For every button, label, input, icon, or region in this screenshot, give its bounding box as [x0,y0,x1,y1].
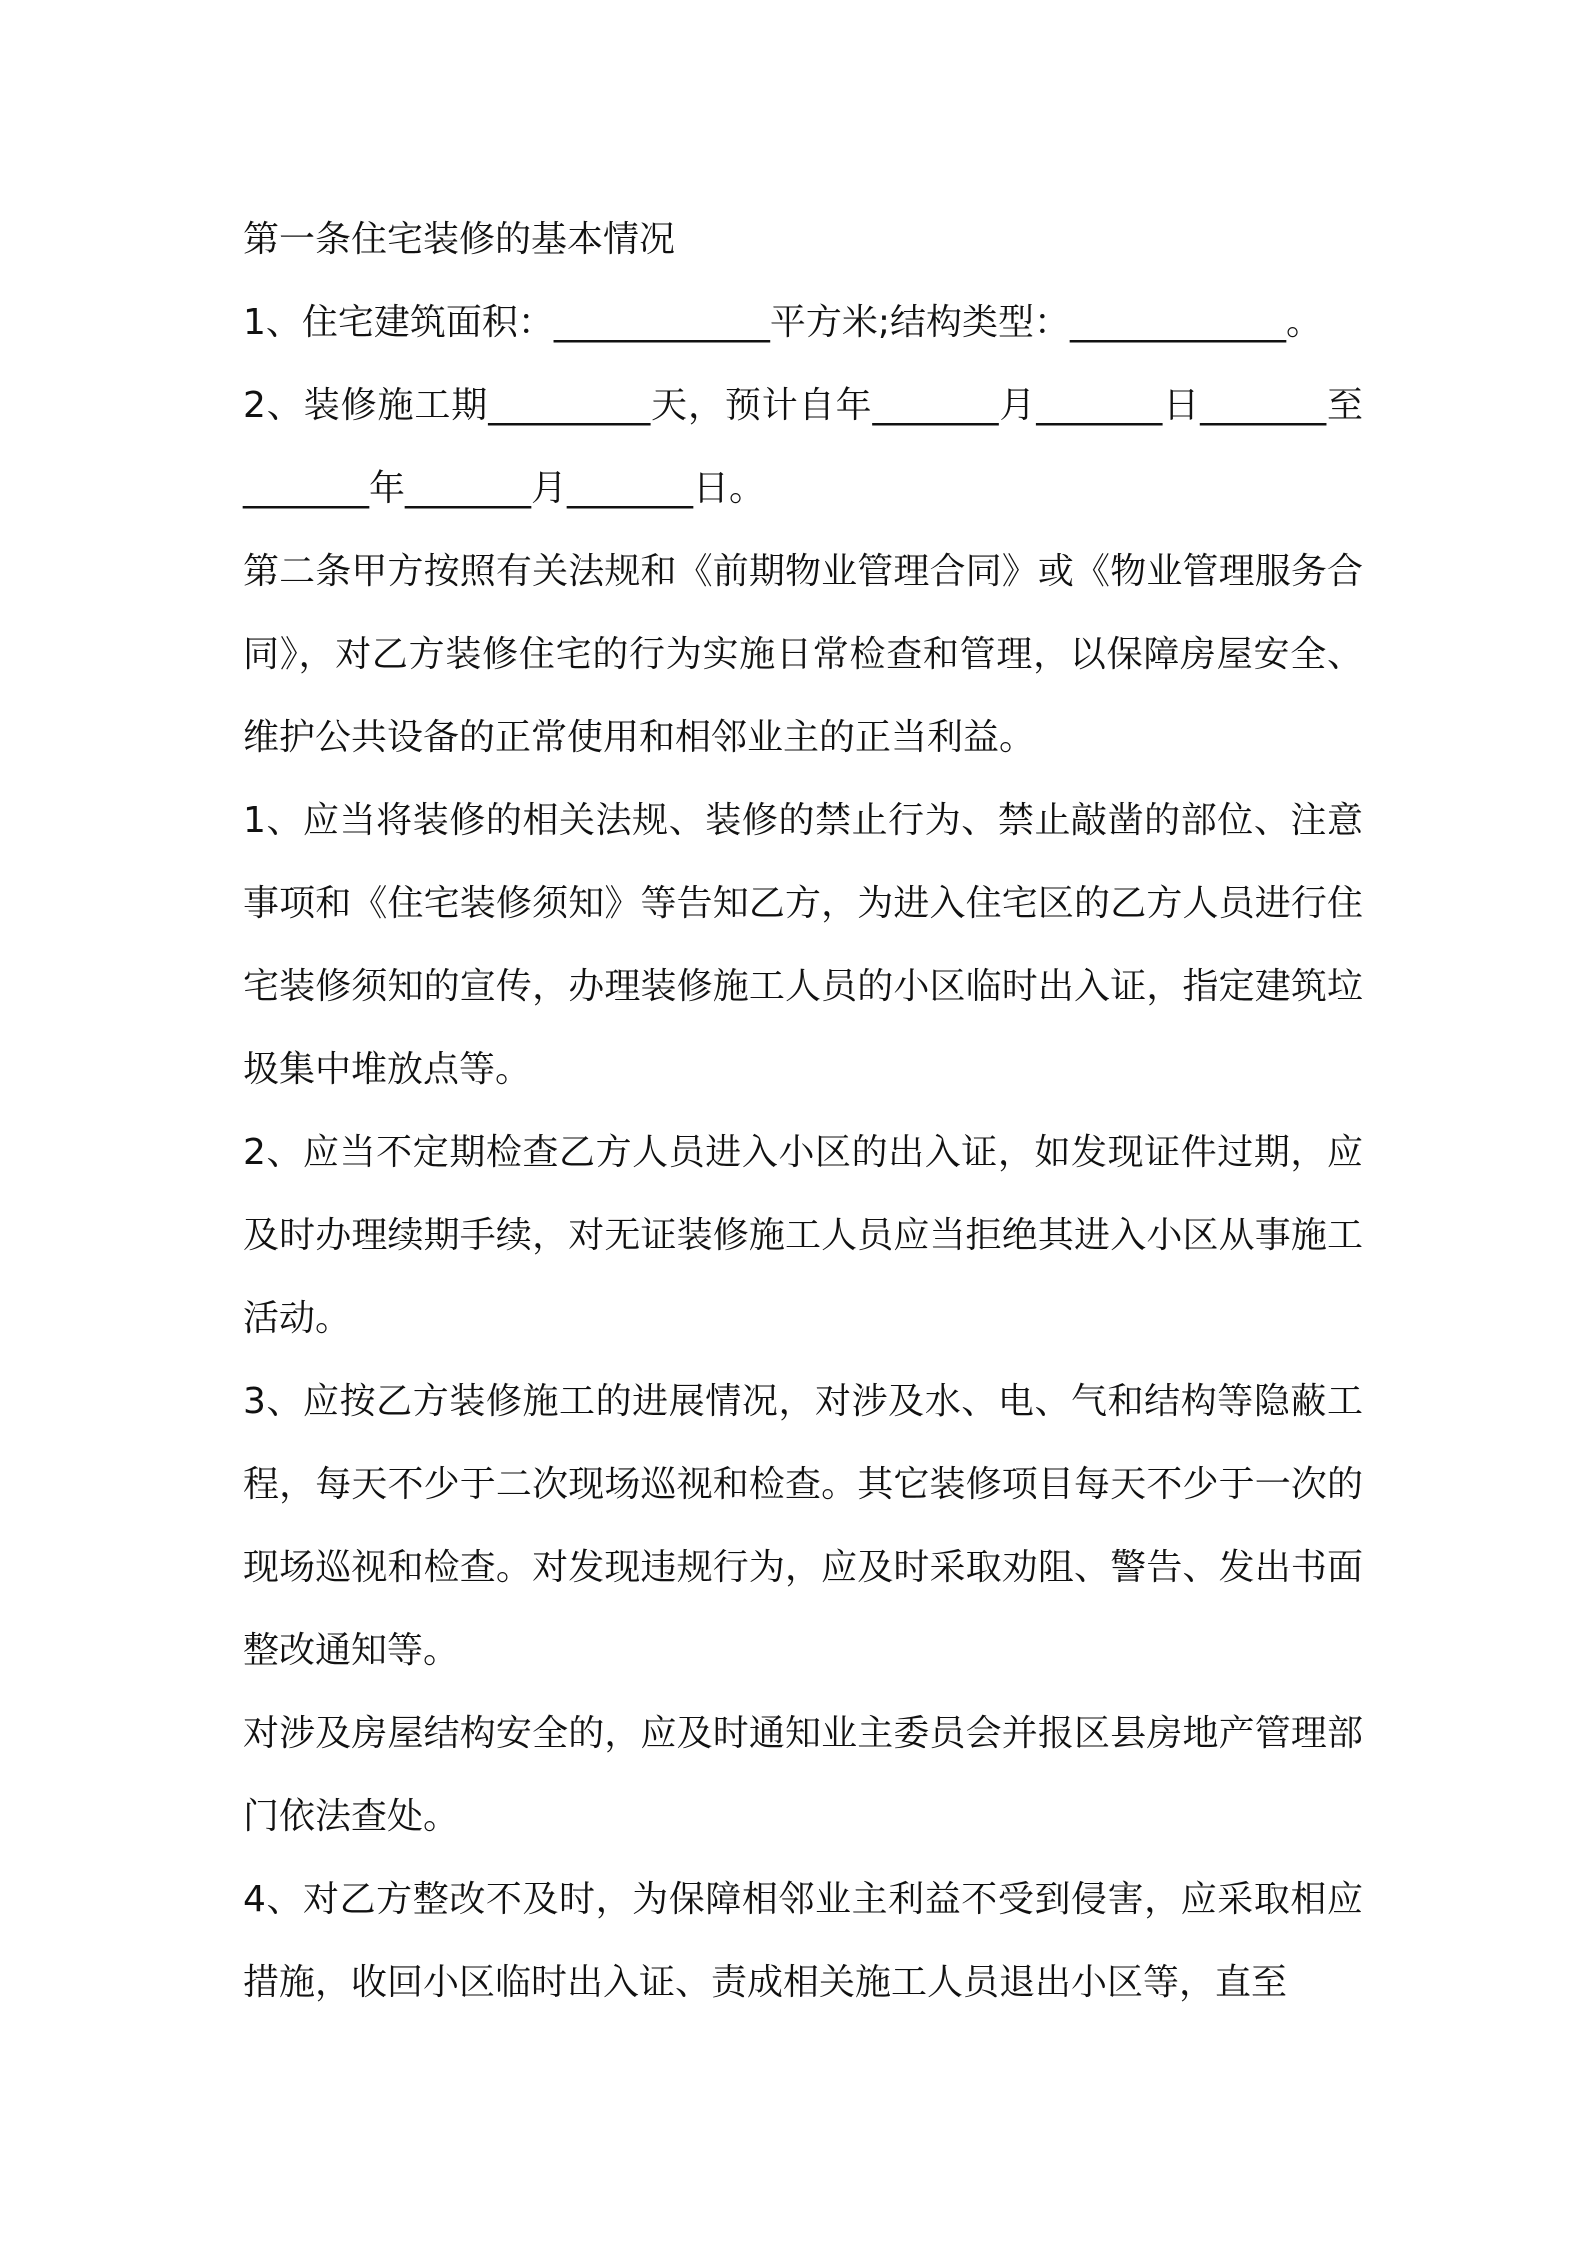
article-two-item-3-note: 对涉及房屋结构安全的，应及时通知业主委员会并报区县房地产管理部门依法查处。 [243,1713,1363,1837]
article-two-item-2: 2、应当不定期检查乙方人员进入小区的出入证，如发现证件过期，应及时办理续期手续，对无证装修施工人员应当拒绝其进入小区从事施工活动。 [243,1132,1363,1339]
article-one-item-1: 1、住宅建筑面积：____________平方米;结构类型：____________。 [243,302,1323,343]
article-two-intro: 第二条甲方按照有关法规和《前期物业管理合同》或《物业管理服务合同》，对乙方装修住宅的行为实施日常检查和管理，以保障房屋安全、维护公共设备的正常使用和相邻业主的正当利益。 [243,551,1363,758]
document-body [243,198,1363,2024]
article-one-heading: 第一条住宅装修的基本情况 [243,219,676,260]
article-two-item-1: 1、应当将装修的相关法规、装修的禁止行为、禁止敲凿的部位、注意事项和《住宅装修须知》等告知乙方，为进入住宅区的乙方人员进行住宅装修须知的宣传，办理装修施工人员的小区临时出入证，指定建筑垃圾集中堆放点等。 [243,800,1363,1090]
article-one-item-2: 2、装修施工期_________天，预计自年_______月_______日_______至_______年_______月_______日。 [243,385,1363,509]
article-two-item-3: 3、应按乙方装修施工的进展情况，对涉及水、电、气和结构等隐蔽工程，每天不少于二次现场巡视和检查。其它装修项目每天不少于一次的现场巡视和检查。对发现违规行为，应及时采取劝阻、警告、发出书面整改通知等。 [243,1381,1363,1671]
article-two-item-4: 4、对乙方整改不及时，为保障相邻业主利益不受到侵害，应采取相应措施，收回小区临时出入证、责成相关施工人员退出小区等，直至 [243,1879,1363,2003]
